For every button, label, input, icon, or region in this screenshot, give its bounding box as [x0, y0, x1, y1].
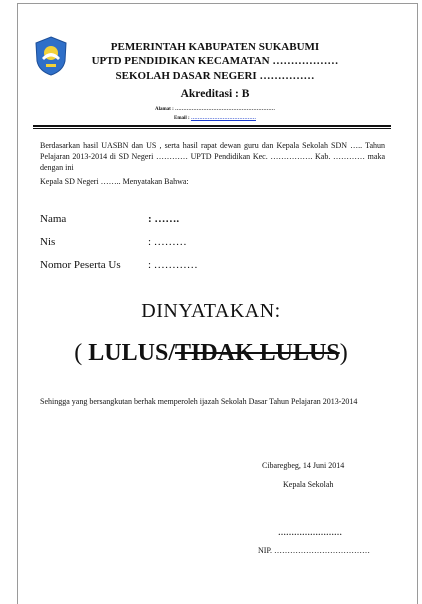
signature-nip: NIP. ……………………………… — [258, 546, 371, 555]
header-email — [70, 116, 360, 121]
header-uptd: UPTD PENDIDIKAN KECAMATAN ……………… — [91, 55, 339, 67]
result-close-paren: ) — [339, 340, 348, 366]
header-government: PEMERINTAH KABUPATEN SUKABUMI — [110, 41, 320, 53]
header-divider-thin — [33, 128, 391, 129]
tut-wuri-handayani-emblem-icon — [34, 36, 68, 76]
result-line — [0, 340, 422, 367]
signature-role: Kepala Sekolah — [283, 480, 334, 489]
result-lulus: LULUS — [88, 340, 169, 366]
field-value-nama: : ……. — [148, 213, 180, 225]
intro-statement: Kepala SD Negeri …….. Menyatakan Bahwa: — [40, 177, 189, 186]
field-label-nomor-peserta: Nomor Peserta Us — [40, 259, 121, 271]
signature-name: …………………… — [278, 528, 342, 537]
field-label-nama: Nama — [40, 213, 67, 225]
header-divider-thick — [33, 125, 391, 127]
field-value-nomor-peserta: : ………… — [148, 259, 198, 271]
closing-paragraph: Sehingga yang bersangkutan berhak memperoleh ijazah Sekolah Dasar Tahun Pelajaran 2013-2014 — [40, 397, 358, 406]
field-label-nis: Nis — [40, 236, 56, 248]
result-open-paren: ( — [74, 340, 89, 366]
intro-paragraph: Berdasarkan hasil UASBN dan US , serta hasil rapat dewan guru dan Kepala Sekolah SDN ….. Tahun Pelajaran 2013-2014 di SD Negeri ………… UPTD Pendidikan Kec. ……………. Kab. ………… maka dengan ini — [40, 141, 385, 172]
result-tidak-lulus: TIDAK LULUS — [174, 340, 340, 366]
declaration-heading: DINYATAKAN: — [141, 300, 281, 322]
email-link[interactable]: ………………………………… — [190, 116, 256, 121]
header-accreditation: Akreditasi : B — [180, 88, 250, 100]
header-school: SEKOLAH DASAR NEGERI …………… — [115, 70, 315, 82]
signature-place-date: Cibaregbeg, 14 Juni 2014 — [262, 461, 345, 470]
field-value-nis: : ……… — [148, 236, 187, 248]
result-slash: / — [168, 340, 175, 366]
email-label: Email : — [174, 116, 191, 121]
header-address: Alamat : …………………………………………………… — [155, 107, 275, 112]
